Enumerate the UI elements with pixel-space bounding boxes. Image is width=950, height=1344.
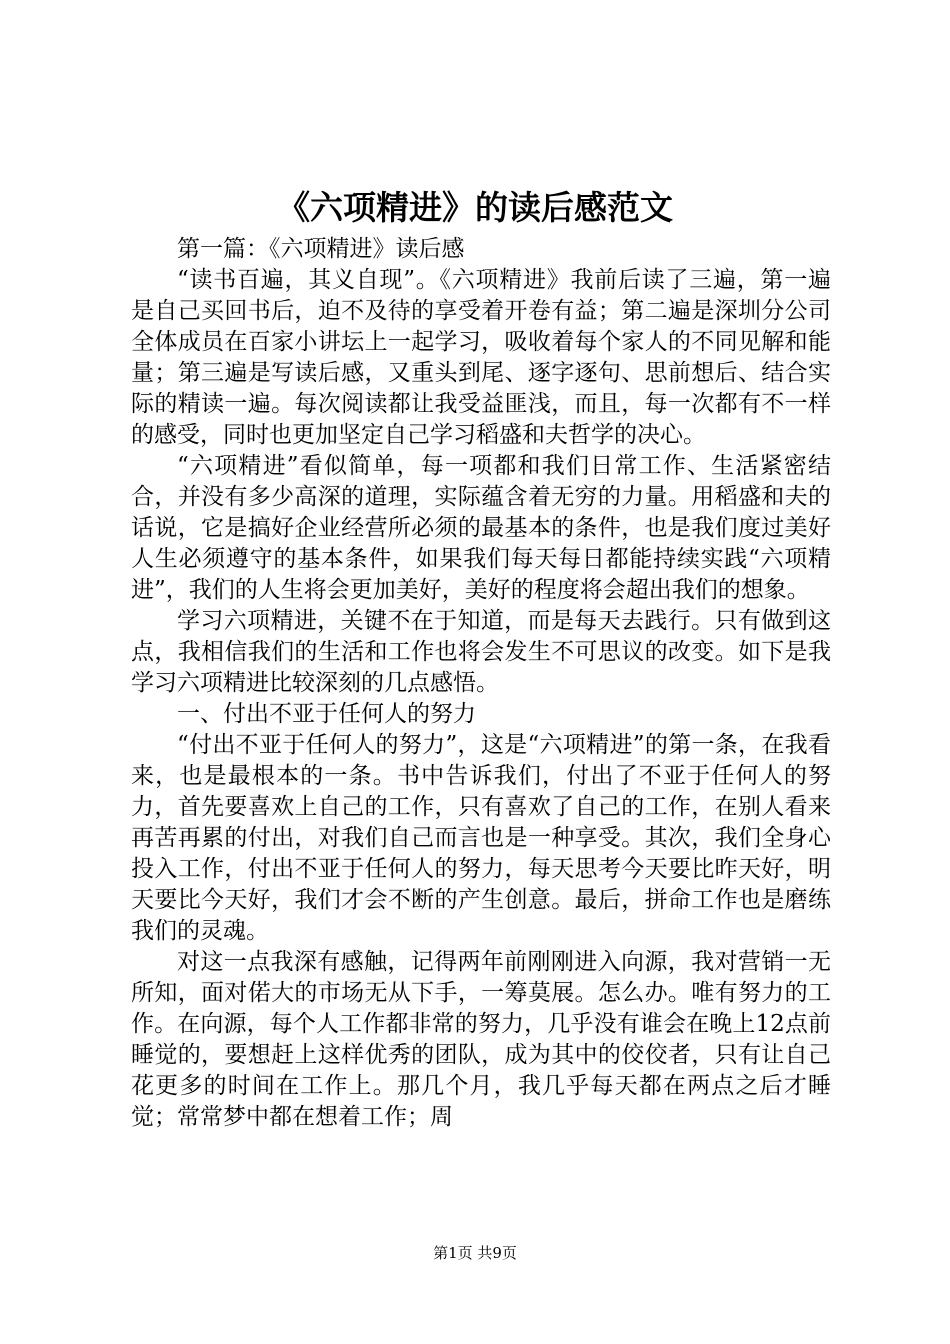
subsection-heading: 一、付出不亚于任何人的努力 — [177, 701, 476, 727]
paragraph: 对这一点我深有感触，记得两年前刚刚进入向源，我对营销一无所知，面对偌大的市场无从下手，一筹莫展。怎么办。唯有努力的工作。在向源，每个人工作都非常的努力，几乎没有谁会在晚上12点前睡觉的，要想赶上这样优秀的团队，成为其中的佼佼者，只有让自己花更多的时间在工作上。那几个月，我几乎每天都在两点之后才睡觉；常常梦中都在想着工作；周 — [131, 949, 831, 1130]
document-title: 《六项精进》的读后感范文 — [277, 188, 673, 227]
page-footer: 第1页 共9页 — [433, 1244, 517, 1262]
paragraph: “读书百遍，其义自现”。《六项精进》我前后读了三遍，第一遍是自己买回书后，迫不及待的享受着开卷有益；第二遍是深圳分公司全体成员在百家小讲坛上一起学习，吸收着每个家人的不同见解和能量；第三遍是写读后感，又重头到尾、逐字逐句、思前想后、结合实际的精读一遍。每次阅读都让我受益匪浅，而且，每一次都有不一样的感受，同时也更加坚定自己学习稻盛和夫哲学的决心。 — [131, 267, 831, 448]
section-heading: 第一篇：《六项精进》读后感 — [177, 236, 465, 262]
paragraph: 学习六项精进，关键不在于知道，而是每天去践行。只有做到这点，我相信我们的生活和工作也将会发生不可思议的改变。如下是我学习六项精进比较深刻的几点感悟。 — [131, 608, 831, 696]
document-body — [131, 234, 831, 1133]
paragraph: “六项精进”看似简单，每一项都和我们日常工作、生活紧密结合，并没有多少高深的道理，实际蕴含着无穷的力量。用稻盛和夫的话说，它是搞好企业经营所必须的最基本的条件，也是我们度过美好人生必须遵守的基本条件，如果我们每天每日都能持续实践“六项精进”，我们的人生将会更加美好，美好的程度将会超出我们的想象。 — [131, 453, 831, 603]
paragraph: “付出不亚于任何人的努力”，这是“六项精进”的第一条，在我看来，也是最根本的一条。书中告诉我们，付出了不亚于任何人的努力，首先要喜欢上自己的工作，只有喜欢了自己的工作，在别人看来再苦再累的付出，对我们自己而言也是一种享受。其次，我们全身心投入工作，付出不亚于任何人的努力，每天思考今天要比昨天好，明天要比今天好，我们才会不断的产生创意。最后，拼命工作也是磨练我们的灵魂。 — [131, 732, 831, 944]
